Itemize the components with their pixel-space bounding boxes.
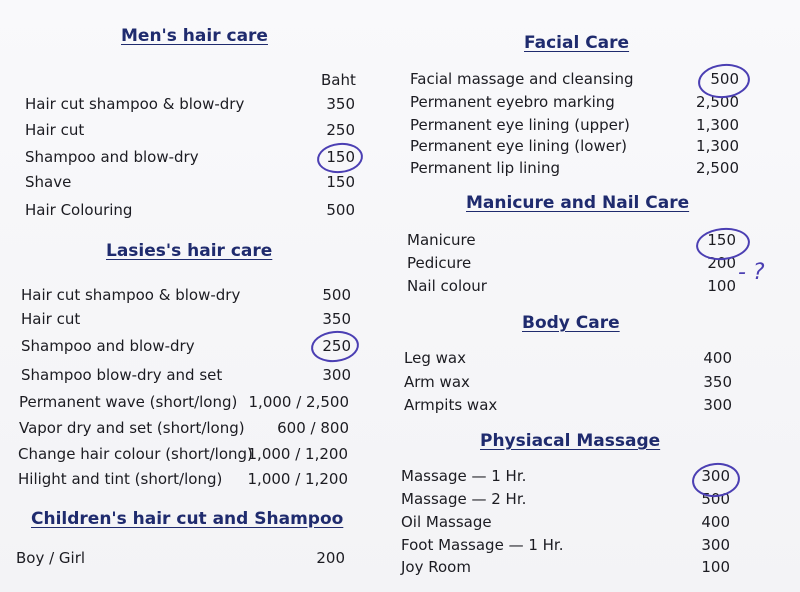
item-price: 2,500 — [696, 159, 739, 177]
item-label: Hair cut — [25, 121, 85, 139]
item-label: Manicure — [407, 231, 476, 249]
item-price: 300 — [701, 536, 730, 554]
item-price: 250 — [326, 121, 355, 139]
currency-label: Baht — [321, 71, 356, 89]
item-label: Shampoo and blow-dry — [25, 148, 199, 166]
item-price: 1,000 / 1,200 — [247, 470, 348, 488]
item-label: Hilight and tint (short/long) — [18, 470, 223, 488]
item-label: Shave — [25, 173, 72, 191]
mens-hair-care-heading: Men's hair care — [121, 26, 268, 46]
item-label: Permanent eye lining (lower) — [410, 137, 627, 155]
item-price: 300 — [703, 396, 732, 414]
item-label: Joy Room — [401, 558, 471, 576]
item-label: Pedicure — [407, 254, 472, 272]
item-label: Hair cut shampoo & blow-dry — [21, 286, 241, 304]
item-price: 500 — [710, 70, 739, 88]
item-label: Permanent eyebro marking — [410, 93, 615, 111]
item-price: 100 — [707, 277, 736, 295]
item-label: Boy / Girl — [16, 549, 86, 567]
item-label: Vapor dry and set (short/long) — [19, 419, 245, 437]
item-price: 350 — [322, 310, 351, 328]
item-label: Shampoo blow-dry and set — [21, 366, 223, 384]
item-price: 2,500 — [696, 93, 739, 111]
item-price: 350 — [326, 95, 355, 113]
item-price: 150 — [326, 148, 355, 166]
item-label: Permanent eye lining (upper) — [410, 116, 630, 134]
item-label: Permanent wave (short/long) — [19, 393, 238, 411]
body-care-heading: Body Care — [522, 313, 620, 333]
item-price: 500 — [322, 286, 351, 304]
item-price: 400 — [703, 349, 732, 367]
item-label: Facial massage and cleansing — [410, 70, 634, 88]
item-label: Change hair colour (short/long) — [18, 445, 253, 463]
item-label: Armpits wax — [404, 396, 498, 414]
item-price: 1,000 / 2,500 — [248, 393, 349, 411]
item-price: 100 — [701, 558, 730, 576]
item-price: 1,000 / 1,200 — [247, 445, 348, 463]
ladies-hair-care-heading: Lasies's hair care — [106, 241, 273, 261]
physical-massage-heading: Physiacal Massage — [480, 431, 661, 451]
item-label: Arm wax — [404, 373, 470, 391]
item-price: 500 — [701, 490, 730, 508]
item-price: 300 — [701, 467, 730, 485]
item-label: Oil Massage — [401, 513, 492, 531]
item-label: Nail colour — [407, 277, 487, 295]
item-price: 400 — [701, 513, 730, 531]
item-label: Shampoo and blow-dry — [21, 337, 195, 355]
handwritten-question-mark: - ? — [738, 260, 765, 285]
item-price: 600 / 800 — [277, 419, 349, 437]
item-price: 250 — [322, 337, 351, 355]
item-label: Foot Massage — 1 Hr. — [401, 536, 564, 554]
item-label: Massage — 1 Hr. — [401, 467, 527, 485]
item-label: Massage — 2 Hr. — [401, 490, 527, 508]
item-price: 200 — [707, 254, 736, 272]
childrens-haircut-heading: Children's hair cut and Shampoo — [31, 509, 344, 529]
facial-care-heading: Facial Care — [524, 33, 630, 53]
item-price: 500 — [326, 201, 355, 219]
manicure-nail-care-heading: Manicure and Nail Care — [466, 193, 690, 213]
item-label: Permanent lip lining — [410, 159, 560, 177]
item-label: Hair cut — [21, 310, 81, 328]
item-price: 350 — [703, 373, 732, 391]
item-price: 200 — [316, 549, 345, 567]
item-price: 1,300 — [696, 116, 739, 134]
item-price: 150 — [326, 173, 355, 191]
item-price: 300 — [322, 366, 351, 384]
item-label: Hair cut shampoo & blow-dry — [25, 95, 245, 113]
item-label: Leg wax — [404, 349, 466, 367]
item-price: 1,300 — [696, 137, 739, 155]
item-price: 150 — [707, 231, 736, 249]
item-label: Hair Colouring — [25, 201, 133, 219]
